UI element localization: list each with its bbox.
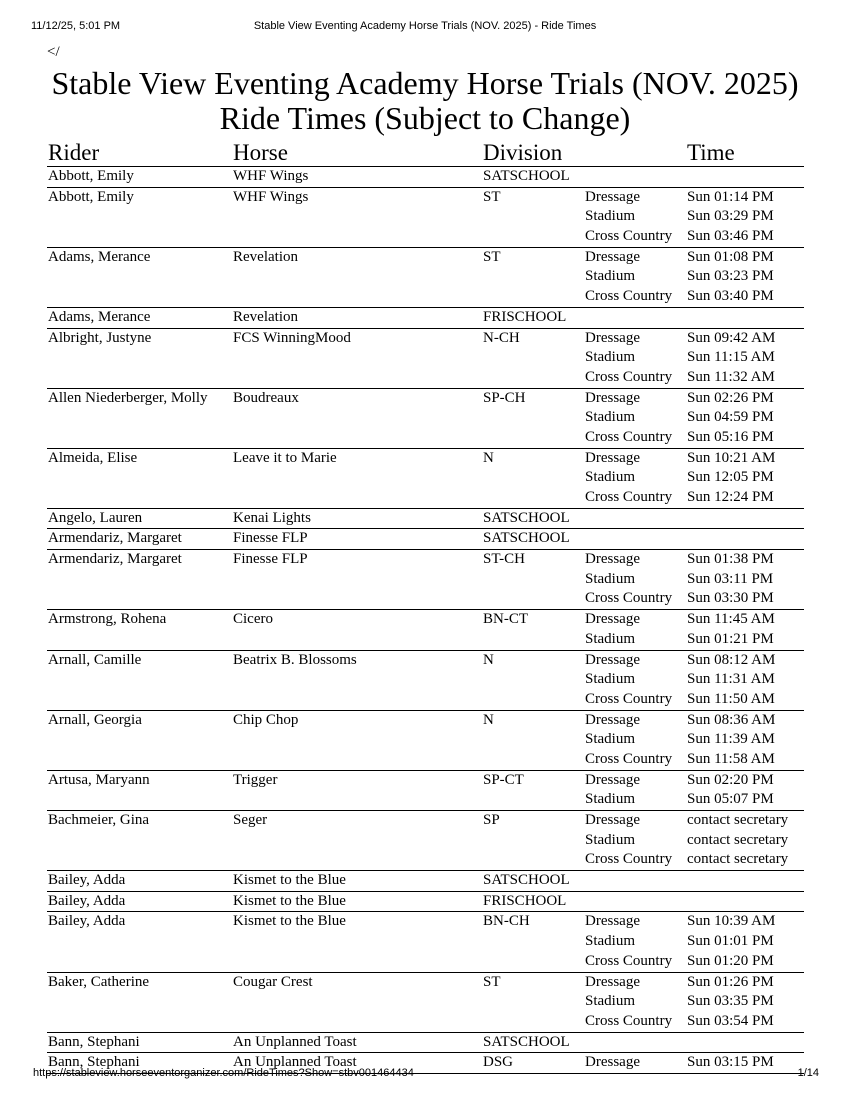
- table-row: [47, 388, 804, 408]
- table-row: [47, 770, 804, 790]
- print-url: https://stableview.horseeventorganizer.com/RideTimes?Show=stbv001464434: [33, 1067, 414, 1079]
- print-datetime: 11/12/25, 5:01 PM: [31, 20, 121, 32]
- table-row: [47, 247, 804, 267]
- cell-horse: Kismet to the Blue: [233, 913, 346, 930]
- cell-phase: Stadium: [584, 790, 686, 810]
- cell-division: [482, 428, 584, 448]
- cell-phase: Cross Country: [584, 428, 686, 448]
- cell-time: [686, 508, 804, 529]
- cell-horse: [232, 368, 482, 388]
- cell-horse: [232, 730, 482, 750]
- cell-horse: [232, 428, 482, 448]
- table-row-phase: [47, 428, 804, 448]
- cell-time: Sun 01:26 PM: [687, 973, 774, 990]
- table-row: [47, 448, 804, 468]
- cell-division: [482, 570, 584, 590]
- print-doc-title: Stable View Eventing Academy Horse Trials (NOV. 2025) - Ride Times: [253, 20, 597, 32]
- cell-rider: Armendariz, Margaret: [47, 529, 232, 550]
- table-row-phase: [47, 227, 804, 247]
- cell-rider: Adams, Merance: [47, 307, 232, 328]
- cell-rider: [47, 932, 232, 952]
- cell-horse: Revelation: [233, 248, 298, 265]
- cell-phase: Dressage: [585, 651, 640, 668]
- cell-division: BN-CT: [483, 611, 528, 628]
- cell-rider: Angelo, Lauren: [47, 508, 232, 529]
- table-row-phase: [47, 790, 804, 810]
- cell-phase: Dressage: [585, 449, 640, 466]
- cell-horse: FCS WinningMood: [233, 329, 351, 346]
- cell-division: [482, 468, 584, 488]
- cell-rider: [47, 630, 232, 650]
- cell-phase: Dressage: [585, 188, 640, 205]
- cell-time: Sun 11:50 AM: [686, 690, 804, 710]
- cell-horse: [232, 570, 482, 590]
- cell-time: Sun 01:21 PM: [686, 630, 804, 650]
- cell-phase: [584, 307, 686, 328]
- table-row-phase: [47, 468, 804, 488]
- table-row-phase: [47, 348, 804, 368]
- cell-division: [482, 790, 584, 810]
- cell-phase: Cross Country: [584, 1012, 686, 1032]
- print-page-number: 1/14: [797, 1067, 819, 1079]
- cell-phase: [584, 508, 686, 529]
- cell-phase: Stadium: [585, 469, 636, 486]
- cell-time: Sun 11:32 AM: [686, 368, 804, 388]
- table-row: [47, 871, 804, 892]
- cell-time: Sun 08:12 AM: [687, 651, 776, 668]
- cell-phase: Dressage: [585, 389, 640, 406]
- cell-rider: [47, 589, 232, 609]
- cell-phase: Stadium: [585, 993, 636, 1010]
- cell-rider: Bailey, Adda: [47, 871, 232, 892]
- cell-phase: Dressage: [585, 812, 640, 828]
- cell-horse: Leave it to Marie: [233, 449, 337, 466]
- table-row-phase: [47, 992, 804, 1012]
- cell-division: [482, 207, 584, 227]
- table-row: [47, 328, 804, 348]
- cell-phase: [584, 167, 686, 188]
- cell-time: [686, 871, 804, 892]
- cell-time: Sun 03:54 PM: [686, 1012, 804, 1032]
- cell-division: [482, 488, 584, 508]
- cell-horse: [232, 630, 482, 650]
- cell-division: [482, 227, 584, 247]
- table-row-phase: [47, 1012, 804, 1032]
- cell-rider: Arnall, Camille: [48, 651, 142, 668]
- cell-rider: Bachmeier, Gina: [48, 812, 150, 828]
- cell-division: [482, 368, 584, 388]
- cell-rider: [47, 368, 232, 388]
- cell-horse: [232, 932, 482, 952]
- cell-time: Sun 03:15 PM: [686, 1053, 804, 1074]
- cell-time: [686, 167, 804, 188]
- cell-rider: [47, 287, 232, 307]
- cell-horse: [232, 790, 482, 810]
- cell-division: ST: [483, 973, 501, 990]
- ride-times-table: [47, 138, 804, 1074]
- cell-phase: Cross Country: [584, 589, 686, 609]
- cell-rider: [47, 750, 232, 770]
- cell-phase: Cross Country: [584, 690, 686, 710]
- table-row: [47, 912, 804, 932]
- cell-horse: Chip Chop: [233, 711, 299, 728]
- cell-rider: Armendariz, Margaret: [48, 551, 182, 568]
- cell-horse: Seger: [233, 812, 268, 828]
- cell-division: [482, 1012, 584, 1032]
- cell-division: ST: [483, 188, 501, 205]
- cell-time: [686, 1032, 804, 1053]
- cell-time: Sun 05:16 PM: [686, 428, 804, 448]
- cell-phase: Dressage: [585, 973, 640, 990]
- cell-horse: Cicero: [233, 611, 273, 628]
- cell-time: Sun 03:35 PM: [687, 993, 774, 1010]
- cell-time: contact secretary: [687, 812, 789, 828]
- cell-phase: Dressage: [585, 711, 640, 728]
- cell-phase: Stadium: [585, 208, 636, 225]
- cell-phase: [584, 891, 686, 912]
- cell-division: [482, 589, 584, 609]
- cell-division: SATSCHOOL: [482, 529, 584, 550]
- cell-phase: [584, 871, 686, 892]
- cell-time: contact secretary: [687, 831, 789, 848]
- table-row-phase: [47, 408, 804, 428]
- cell-time: Sun 12:24 PM: [686, 488, 804, 508]
- cell-division: N: [483, 711, 494, 728]
- cell-rider: Albright, Justyne: [48, 329, 152, 346]
- cell-time: Sun 03:46 PM: [686, 227, 804, 247]
- cell-time: Sun 10:21 AM: [687, 449, 776, 466]
- cell-horse: [232, 952, 482, 972]
- cell-phase: Cross Country: [584, 488, 686, 508]
- table-row: [47, 811, 804, 831]
- cell-rider: Allen Niederberger, Molly: [48, 389, 208, 406]
- cell-division: [482, 850, 584, 870]
- cell-rider: [47, 488, 232, 508]
- cell-rider: [47, 992, 232, 1012]
- table-row-phase: [47, 730, 804, 750]
- cell-horse: [232, 750, 482, 770]
- cell-time: Sun 11:45 AM: [687, 611, 775, 628]
- cell-division: N-CH: [483, 329, 520, 346]
- cell-phase: Dressage: [585, 551, 640, 568]
- cell-division: FRISCHOOL: [482, 891, 584, 912]
- table-row-phase: [47, 670, 804, 690]
- table-row: [47, 891, 804, 912]
- cell-division: [482, 287, 584, 307]
- cell-horse: [232, 992, 482, 1012]
- cell-phase: Cross Country: [584, 750, 686, 770]
- cell-phase: Cross Country: [584, 368, 686, 388]
- cell-horse: [232, 408, 482, 428]
- col-header-time: Time: [686, 138, 804, 167]
- table-row: [47, 529, 804, 550]
- cell-time: Sun 08:36 AM: [687, 711, 776, 728]
- cell-phase: Dressage: [584, 1053, 686, 1074]
- cell-division: [482, 670, 584, 690]
- cell-rider: Adams, Merance: [48, 248, 151, 265]
- cell-time: Sun 01:38 PM: [687, 551, 774, 568]
- cell-phase: Dressage: [585, 771, 640, 788]
- table-row-phase: [47, 287, 804, 307]
- cell-phase: [584, 529, 686, 550]
- table-row: [47, 187, 804, 207]
- cell-horse: [232, 1012, 482, 1032]
- cell-phase: Stadium: [585, 409, 636, 426]
- table-row: [47, 307, 804, 328]
- cell-horse: Revelation: [232, 307, 482, 328]
- table-row-phase: [47, 207, 804, 227]
- cell-division: [482, 690, 584, 710]
- cell-time: [686, 529, 804, 550]
- cell-time: Sun 11:31 AM: [687, 671, 775, 688]
- table-row-phase: [47, 630, 804, 650]
- table-row: [47, 508, 804, 529]
- cell-division: [482, 630, 584, 650]
- cell-horse: [232, 690, 482, 710]
- cell-division: SATSCHOOL: [482, 167, 584, 188]
- cell-rider: [47, 730, 232, 750]
- cell-horse: WHF Wings: [232, 167, 482, 188]
- cell-time: Sun 02:26 PM: [687, 389, 774, 406]
- cell-division: FRISCHOOL: [482, 307, 584, 328]
- cell-phase: Stadium: [584, 630, 686, 650]
- cell-division: SP: [483, 812, 500, 828]
- cell-horse: An Unplanned Toast: [232, 1032, 482, 1053]
- cell-phase: Dressage: [585, 913, 640, 930]
- cell-division: [482, 348, 584, 368]
- cell-rider: [47, 408, 232, 428]
- cell-horse: Beatrix B. Blossoms: [233, 651, 357, 668]
- cell-rider: [47, 468, 232, 488]
- cell-rider: Arnall, Georgia: [48, 711, 142, 728]
- cell-phase: Cross Country: [584, 952, 686, 972]
- cell-rider: Artusa, Maryann: [48, 771, 150, 788]
- cell-horse: [232, 589, 482, 609]
- cell-horse: [232, 227, 482, 247]
- table-row-phase: [47, 570, 804, 590]
- cell-phase: Stadium: [585, 933, 636, 950]
- cell-rider: Baker, Catherine: [48, 973, 150, 990]
- cell-horse: Kismet to the Blue: [232, 891, 482, 912]
- cell-rider: [47, 690, 232, 710]
- cell-division: [482, 992, 584, 1012]
- cell-horse: [232, 267, 482, 287]
- ride-times-body: [47, 167, 804, 1074]
- cell-time: Sun 11:15 AM: [687, 349, 775, 366]
- cell-rider: Abbott, Emily: [48, 188, 134, 205]
- cell-rider: [47, 850, 232, 870]
- cell-time: Sun 01:08 PM: [687, 248, 774, 265]
- cell-division: [482, 408, 584, 428]
- cell-rider: Bann, Stephani: [47, 1053, 232, 1074]
- cell-time: Sun 10:39 AM: [687, 913, 776, 930]
- print-header: [0, 20, 850, 36]
- cell-time: Sun 01:20 PM: [686, 952, 804, 972]
- cell-rider: [47, 952, 232, 972]
- cell-time: Sun 09:42 AM: [687, 329, 776, 346]
- print-footer: [0, 1067, 850, 1083]
- cell-horse: [232, 831, 482, 851]
- cell-time: Sun 04:59 PM: [687, 409, 774, 426]
- cell-phase: Dressage: [585, 611, 640, 628]
- table-row: [47, 972, 804, 992]
- cell-horse: [232, 348, 482, 368]
- cell-horse: [232, 670, 482, 690]
- cell-horse: Trigger: [233, 771, 278, 788]
- cell-horse: [232, 850, 482, 870]
- cell-time: Sun 03:29 PM: [687, 208, 774, 225]
- cell-phase: Stadium: [585, 671, 636, 688]
- cell-division: SATSCHOOL: [482, 871, 584, 892]
- table-row-phase: [47, 368, 804, 388]
- cell-division: DSG: [482, 1053, 584, 1074]
- cell-horse: Boudreaux: [233, 389, 299, 406]
- table-row-phase: [47, 750, 804, 770]
- cell-phase: [584, 1032, 686, 1053]
- cell-division: ST-CH: [483, 551, 525, 568]
- cell-time: Sun 11:39 AM: [687, 731, 775, 748]
- cell-time: [686, 891, 804, 912]
- page-title: [0, 66, 850, 136]
- cell-horse: WHF Wings: [233, 188, 309, 205]
- cell-time: Sun 01:01 PM: [687, 933, 774, 950]
- cell-horse: [232, 488, 482, 508]
- cell-time: [686, 307, 804, 328]
- cell-division: [482, 750, 584, 770]
- cell-time: Sun 03:40 PM: [686, 287, 804, 307]
- cell-time: Sun 03:30 PM: [686, 589, 804, 609]
- cell-rider: Almeida, Elise: [48, 449, 138, 466]
- cell-rider: [47, 267, 232, 287]
- cell-division: N: [483, 651, 494, 668]
- stray-markup-text: </: [47, 44, 60, 60]
- cell-phase: Stadium: [585, 570, 636, 587]
- cell-phase: Stadium: [585, 731, 636, 748]
- cell-rider: [47, 570, 232, 590]
- cell-horse: Finesse FLP: [233, 551, 308, 568]
- table-row: [47, 610, 804, 630]
- cell-horse: [232, 287, 482, 307]
- cell-time: Sun 05:07 PM: [686, 790, 804, 810]
- cell-time: contact secretary: [686, 850, 804, 870]
- table-row-phase: [47, 952, 804, 972]
- cell-division: BN-CH: [483, 913, 530, 930]
- cell-rider: Bailey, Adda: [48, 913, 126, 930]
- cell-horse: [232, 468, 482, 488]
- table-row-phase: [47, 850, 804, 870]
- table-header-row: [47, 138, 804, 167]
- cell-rider: [47, 790, 232, 810]
- table-row-phase: [47, 267, 804, 287]
- table-row-phase: [47, 831, 804, 851]
- col-header-horse: Horse: [232, 138, 482, 167]
- table-row: [47, 650, 804, 670]
- table-row: [47, 167, 804, 188]
- cell-time: Sun 03:11 PM: [687, 570, 774, 587]
- cell-division: N: [483, 449, 494, 466]
- cell-division: ST: [483, 248, 501, 265]
- table-row: [47, 550, 804, 570]
- cell-horse: Finesse FLP: [232, 529, 482, 550]
- cell-time: Sun 11:58 AM: [686, 750, 804, 770]
- cell-time: Sun 03:23 PM: [687, 268, 774, 285]
- cell-phase: Stadium: [585, 349, 636, 366]
- cell-division: SATSCHOOL: [482, 1032, 584, 1053]
- cell-division: SATSCHOOL: [482, 508, 584, 529]
- cell-rider: [47, 207, 232, 227]
- cell-division: [482, 952, 584, 972]
- cell-rider: Armstrong, Rohena: [48, 611, 167, 628]
- cell-phase: Stadium: [585, 831, 636, 848]
- cell-phase: Dressage: [585, 248, 640, 265]
- cell-phase: Dressage: [585, 329, 640, 346]
- table-row: [47, 710, 804, 730]
- col-header-rider: Rider: [47, 138, 232, 167]
- cell-rider: [47, 428, 232, 448]
- col-header-phase: [584, 138, 686, 167]
- cell-horse: Kismet to the Blue: [232, 871, 482, 892]
- cell-rider: Bailey, Adda: [47, 891, 232, 912]
- cell-rider: [47, 348, 232, 368]
- cell-horse: An Unplanned Toast: [232, 1053, 482, 1074]
- cell-rider: [47, 1012, 232, 1032]
- table-row-phase: [47, 690, 804, 710]
- cell-division: SP-CT: [483, 771, 524, 788]
- cell-time: Sun 01:14 PM: [687, 188, 774, 205]
- table-row-phase: [47, 488, 804, 508]
- cell-division: [482, 267, 584, 287]
- cell-horse: Cougar Crest: [233, 973, 313, 990]
- cell-time: Sun 12:05 PM: [687, 469, 774, 486]
- cell-time: Sun 02:20 PM: [687, 771, 774, 788]
- cell-division: [482, 932, 584, 952]
- cell-horse: [232, 207, 482, 227]
- cell-phase: Stadium: [585, 268, 636, 285]
- cell-phase: Cross Country: [584, 850, 686, 870]
- cell-division: [482, 730, 584, 750]
- cell-horse: Kenai Lights: [232, 508, 482, 529]
- table-row-phase: [47, 589, 804, 609]
- cell-rider: [47, 670, 232, 690]
- table-row: [47, 1032, 804, 1053]
- page-title-line1: Stable View Eventing Academy Horse Trials (NOV. 2025): [51, 65, 799, 101]
- col-header-division: Division: [482, 138, 584, 167]
- table-row-phase: [47, 932, 804, 952]
- cell-phase: Cross Country: [584, 287, 686, 307]
- cell-phase: Cross Country: [584, 227, 686, 247]
- cell-rider: Abbott, Emily: [47, 167, 232, 188]
- page-title-line2: Ride Times (Subject to Change): [219, 100, 631, 136]
- cell-division: [482, 831, 584, 851]
- cell-division: SP-CH: [483, 389, 526, 406]
- cell-rider: [47, 831, 232, 851]
- cell-rider: Bann, Stephani: [47, 1032, 232, 1053]
- cell-rider: [47, 227, 232, 247]
